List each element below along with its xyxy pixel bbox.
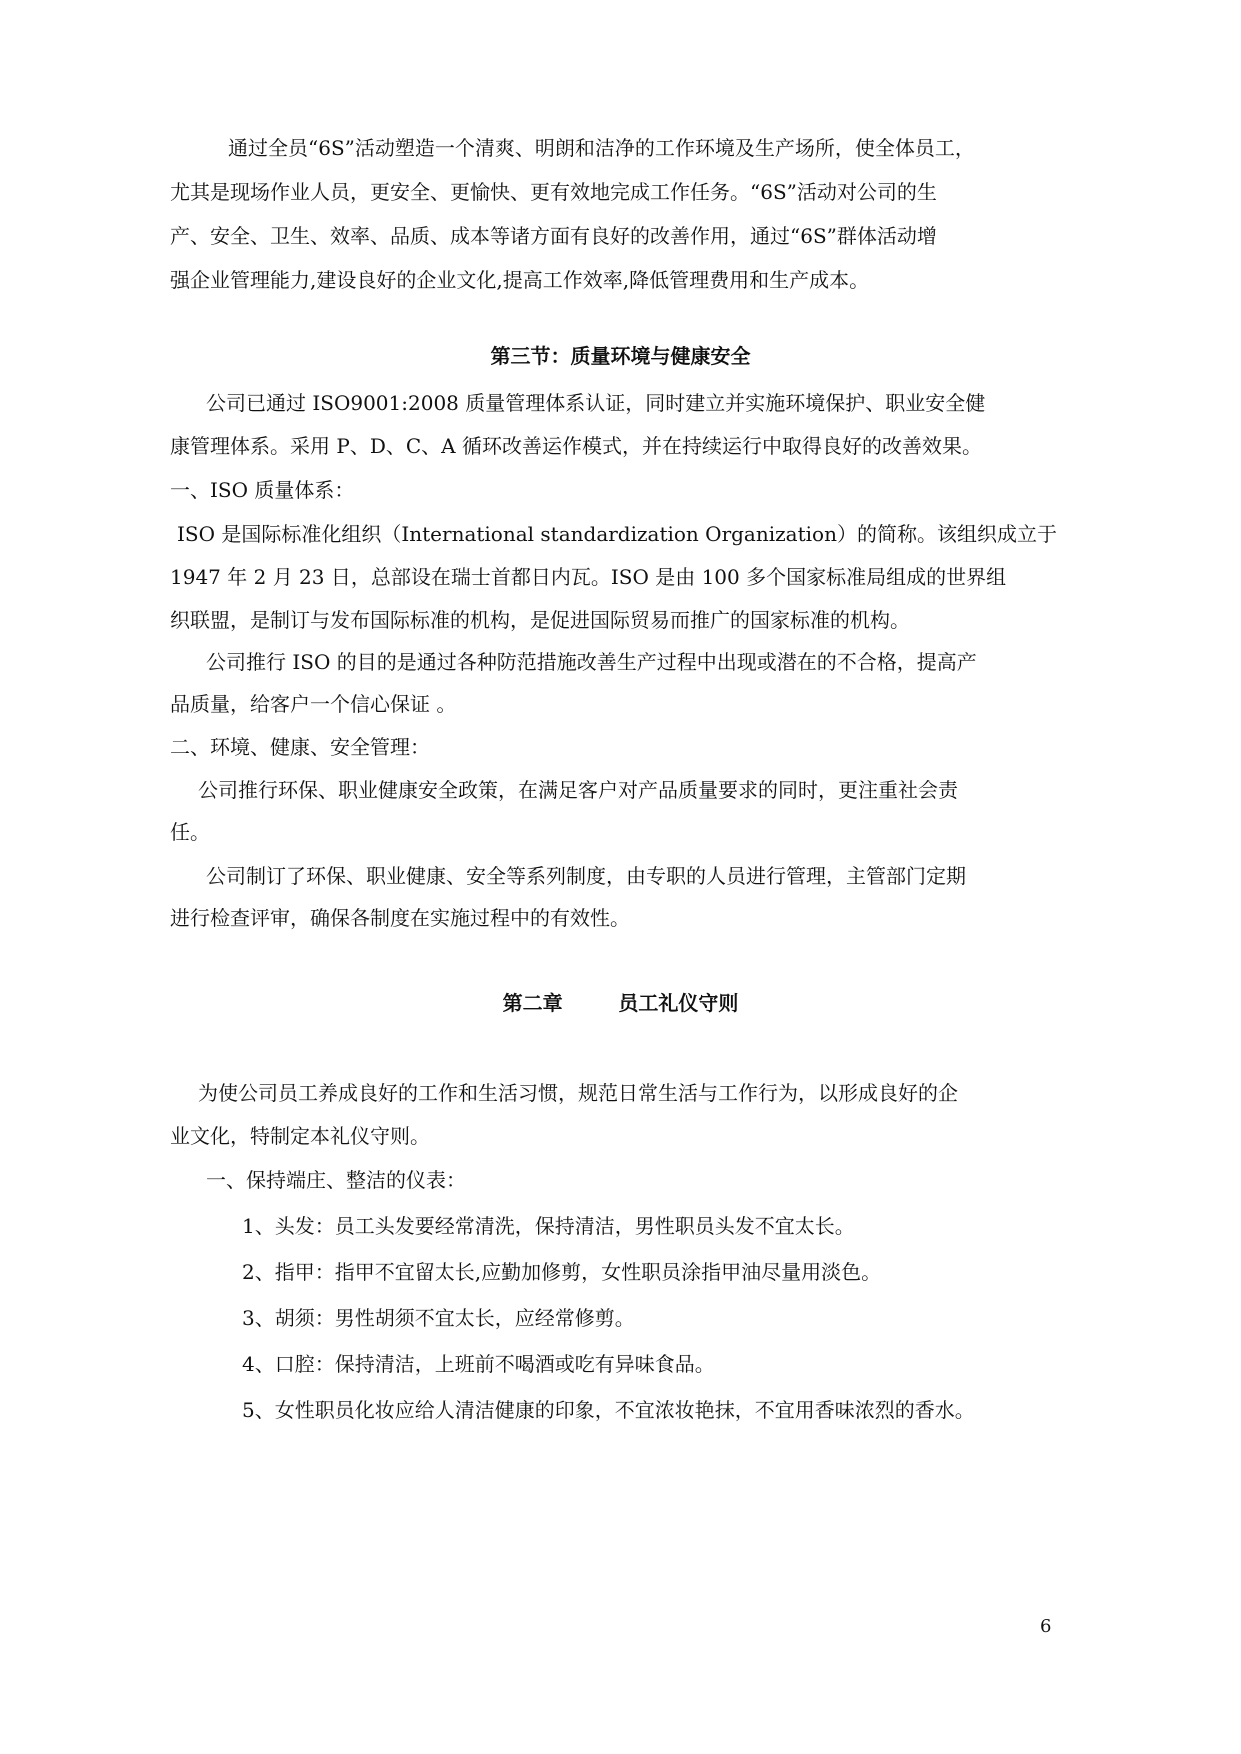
- paragraph-line: 公司已通过 ISO9001:2008 质量管理体系认证，同时建立并实施环境保护、职业安全健: [206, 391, 986, 415]
- chapter-title: 第二章 员工礼仪守则: [502, 991, 739, 1015]
- rule-item: 3、胡须：男性胡须不宜太长，应经常修剪。: [242, 1306, 635, 1330]
- page-number: 6: [1040, 1616, 1052, 1637]
- rule-item: 5、女性职员化妆应给人清洁健康的印象，不宜浓妆艳抹，不宜用香味浓烈的香水。: [242, 1398, 975, 1422]
- paragraph-line: 为使公司员工养成良好的工作和生活习惯，规范日常生活与工作行为，以形成良好的企: [198, 1081, 958, 1105]
- paragraph-line: 1947 年 2 月 23 日，总部设在瑞士首都日内瓦。ISO 是由 100 多个国家标准局组成的世界组: [170, 565, 1007, 589]
- rule-item: 1、头发：员工头发要经常清洗，保持清洁，男性职员头发不宜太长。: [242, 1214, 855, 1238]
- paragraph-line: 公司推行 ISO 的目的是通过各种防范措施改善生产过程中出现或潜在的不合格，提高产: [206, 650, 977, 674]
- paragraph-line: 强企业管理能力,建设良好的企业文化,提高工作效率,降低管理费用和生产成本。: [170, 268, 870, 292]
- iso-heading: 一、ISO 质量体系：: [170, 478, 355, 502]
- paragraph-line: 品质量，给客户一个信心保证 。: [170, 692, 457, 716]
- section-title: 第三节：质量环境与健康安全: [490, 344, 751, 368]
- paragraph-line: 通过全员“6S”活动塑造一个清爽、明朗和洁净的工作环境及生产场所，使全体员工，: [228, 136, 975, 160]
- paragraph-line: 织联盟，是制订与发布国际标准的机构，是促进国际贸易而推广的国家标准的机构。: [170, 608, 910, 632]
- paragraph-line: 业文化，特制定本礼仪守则。: [170, 1124, 430, 1148]
- paragraph-line: 产、安全、卫生、效率、品质、成本等诸方面有良好的改善作用，通过“6S”群体活动增: [170, 224, 937, 248]
- paragraph-line: 尤其是现场作业人员，更安全、更愉快、更有效地完成工作任务。“6S”活动对公司的生: [170, 180, 937, 204]
- paragraph-line: 任。: [170, 820, 210, 844]
- appearance-heading: 一、保持端庄、整洁的仪表：: [206, 1168, 466, 1192]
- paragraph-line: ISO 是国际标准化组织（International standardization Organization）的简称。该组织成立于: [177, 522, 1057, 546]
- rule-item: 2、指甲：指甲不宜留太长,应勤加修剪，女性职员涂指甲油尽量用淡色。: [242, 1260, 882, 1284]
- rule-item: 4、口腔：保持清洁，上班前不喝酒或吃有异味食品。: [242, 1352, 715, 1376]
- paragraph-line: 公司制订了环保、职业健康、安全等系列制度，由专职的人员进行管理，主管部门定期: [206, 864, 966, 888]
- paragraph-line: 进行检查评审，确保各制度在实施过程中的有效性。: [170, 906, 630, 930]
- env-heading: 二、环境、健康、安全管理：: [170, 735, 430, 759]
- paragraph-line: 公司推行环保、职业健康安全政策，在满足客户对产品质量要求的同时，更注重社会责: [198, 778, 958, 802]
- paragraph-line: 康管理体系。采用 P、D、C、A 循环改善运作模式，并在持续运行中取得良好的改善效果。: [170, 434, 982, 458]
